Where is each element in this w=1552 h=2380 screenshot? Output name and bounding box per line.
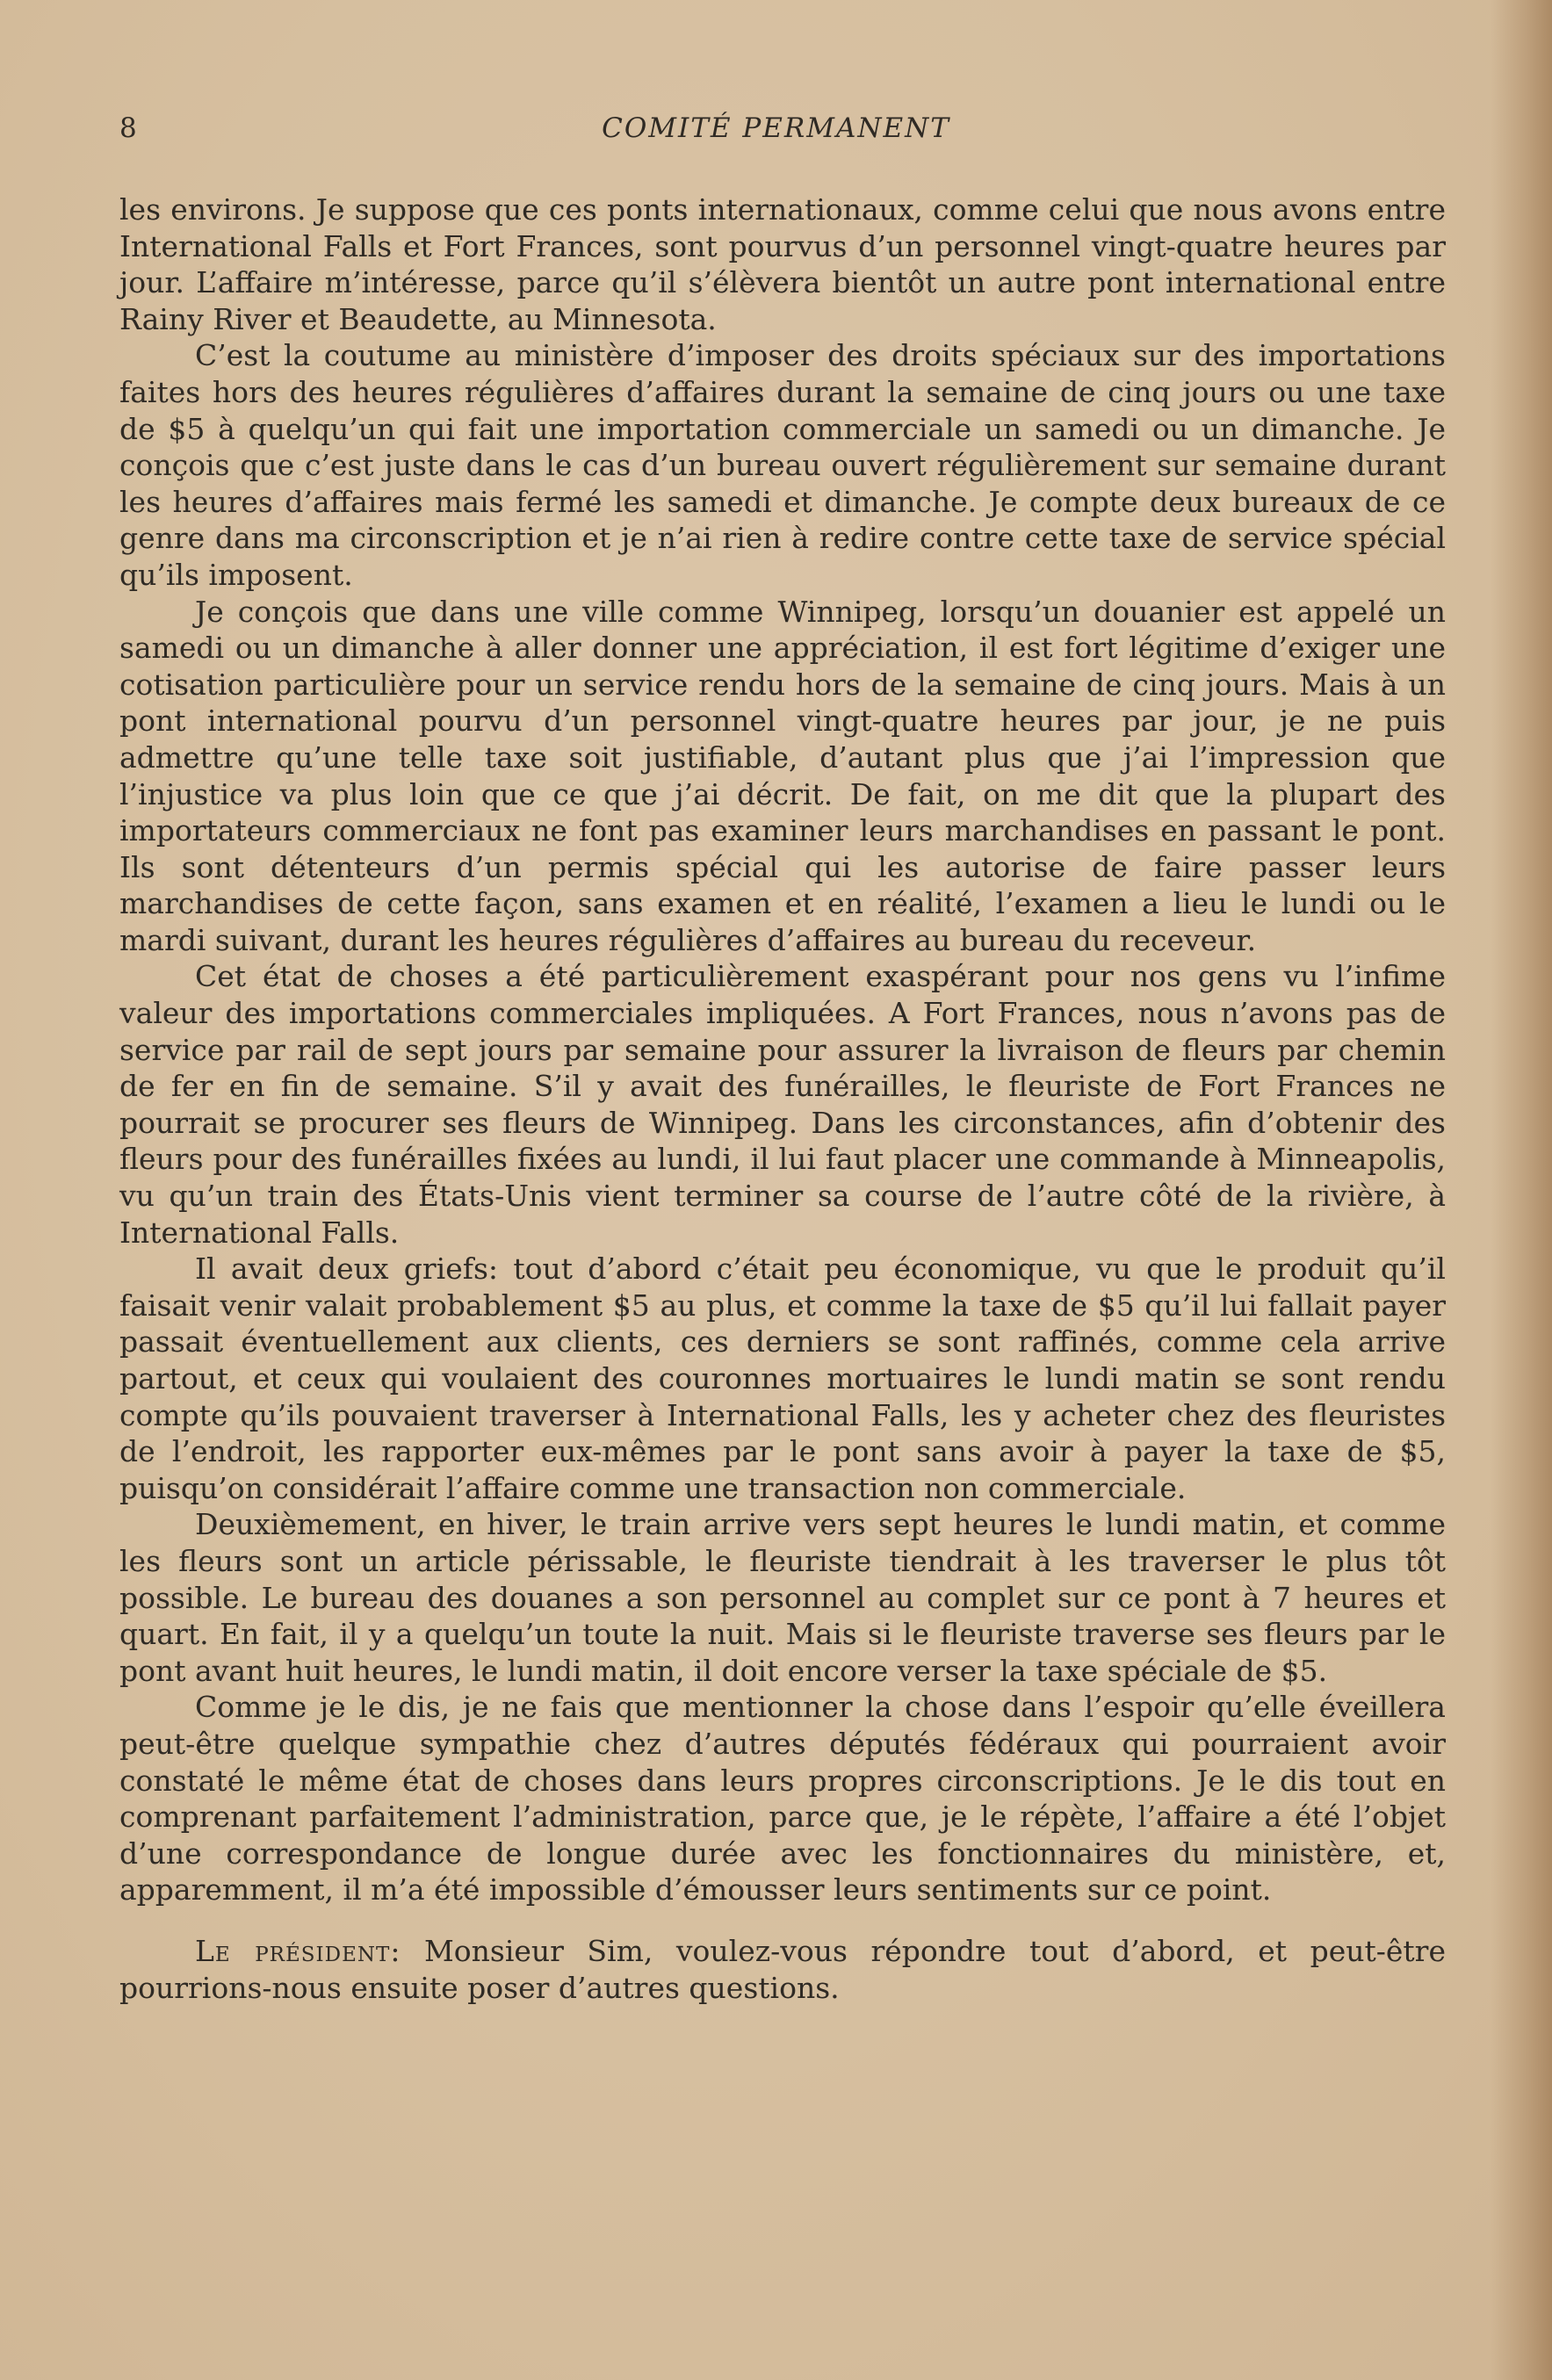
paragraph: Cet état de choses a été particulièrement exaspérant pour nos gens vu l’infime valeur des importations commerciales impliquées. A Fort Frances, nous n’avons pas de service par rail de sept jours par semaine pour assurer la livraison de fleurs par chemin de fer en fin de semaine. S’il y avait des funérailles, le fleuriste de Fort Frances ne pourrait se procurer ses fleurs de Winnipeg. Dans les circonstances, afin d’obtenir des fleurs pour des funérailles fixées au lundi, il lui faut placer une commande à Minneapolis, vu qu’un train des États-Unis vient terminer sa course de l’autre côté de la rivière, à International Falls.	[119, 959, 1446, 1250]
body-text	[119, 191, 1446, 2006]
speaker-name: Le président:	[195, 1933, 401, 1968]
running-head-title: COMITÉ PERMANENT	[602, 112, 950, 144]
page-edge-shadow	[1491, 0, 1552, 2380]
paragraph: Je conçois que dans une ville comme Winnipeg, lorsqu’un douanier est appelé un samedi ou un dimanche à aller donner une appréciation, il est fort légitime d’exiger une cotisation particulière pour un service rendu hors de la semaine de cinq jours. Mais à un pont international pourvu d’un personnel vingt-quatre heures par jour, je ne puis admettre qu’une telle taxe soit justifiable, d’autant plus que j’ai l’impression que l’injustice va plus loin que ce que j’ai décrit. De fait, on me dit que la plupart des importateurs commerciaux ne font pas examiner leurs marchandises en passant le pont. Ils sont détenteurs d’un permis spécial qui les autorise de faire passer leurs marchandises de cette façon, sans examen et en réalité, l’examen a lieu le lundi ou le mardi suivant, durant les heures régulières d’affaires au bureau du receveur.	[119, 594, 1446, 957]
page-number: 8	[119, 112, 138, 144]
paragraph: Comme je le dis, je ne fais que mentionner la chose dans l’espoir qu’elle éveillera peut-être quelque sympathie chez d’autres députés fédéraux qui pourraient avoir constaté le même état de choses dans leurs propres circonscriptions. Je le dis tout en comprenant parfaitement l’administration, parce que, je le répète, l’affaire a été l’objet d’une correspondance de longue durée avec les fonctionnaires du ministère, et, apparemment, il m’a été impossible d’émousser leurs sentiments sur ce point.	[119, 1690, 1446, 1908]
paragraph: Deuxièmement, en hiver, le train arrive vers sept heures le lundi matin, et comme les fleurs sont un article périssable, le fleuriste tiendrait à les traverser le plus tôt possible. Le bureau des douanes a son personnel au complet sur ce pont à 7 heures et quart. En fait, il y a quelqu’un toute la nuit. Mais si le fleuriste traverse ses fleurs par le pont avant huit heures, le lundi matin, il doit encore verser la taxe spéciale de $5.	[119, 1507, 1446, 1688]
paragraph: Il avait deux griefs: tout d’abord c’était peu économique, vu que le produit qu’il faisait venir valait probablement $5 au plus, et comme la taxe de $5 qu’il lui fallait payer passait éventuellement aux clients, ces derniers se sont raffinés, comme cela arrive partout, et ceux qui voulaient des couronnes mortuaires le lundi matin se sont rendu compte qu’ils pouvaient traverser à International Falls, les y acheter chez des fleuristes de l’endroit, les rapporter eux-mêmes par le pont sans avoir à payer la taxe de $5, puisqu’on considérait l’affaire comme une transaction non commerciale.	[119, 1251, 1446, 1505]
paragraph: C’est la coutume au ministère d’imposer des droits spéciaux sur des importations faites hors des heures régulières d’affaires durant la semaine de cinq jours ou une taxe de $5 à quelqu’un qui fait une importation commerciale un samedi ou un dimanche. Je conçois que c’est juste dans le cas d’un bureau ouvert régulièrement sur semaine durant les heures d’affaires mais fermé les samedi et dimanche. Je compte deux bureaux de ce genre dans ma circonscription et je n’ai rien à redire contre cette taxe de service spécial qu’ils imposent.	[119, 338, 1446, 592]
speaker-paragraph	[119, 1933, 1446, 2006]
speaker-statement: Monsieur Sim, voulez-vous répondre tout d’abord, et peut-être pourrions-nous ensuite poser d’autres questions.	[119, 1933, 1446, 2005]
paragraph-continuation: les environs. Je suppose que ces ponts internationaux, comme celui que nous avons entre International Falls et Fort Frances, sont pourvus d’un personnel vingt-quatre heures par jour. L’affaire m’intéresse, parce qu’il s’élèvera bientôt un autre pont international entre Rainy River et Beaudette, au Minnesota.	[119, 192, 1446, 336]
